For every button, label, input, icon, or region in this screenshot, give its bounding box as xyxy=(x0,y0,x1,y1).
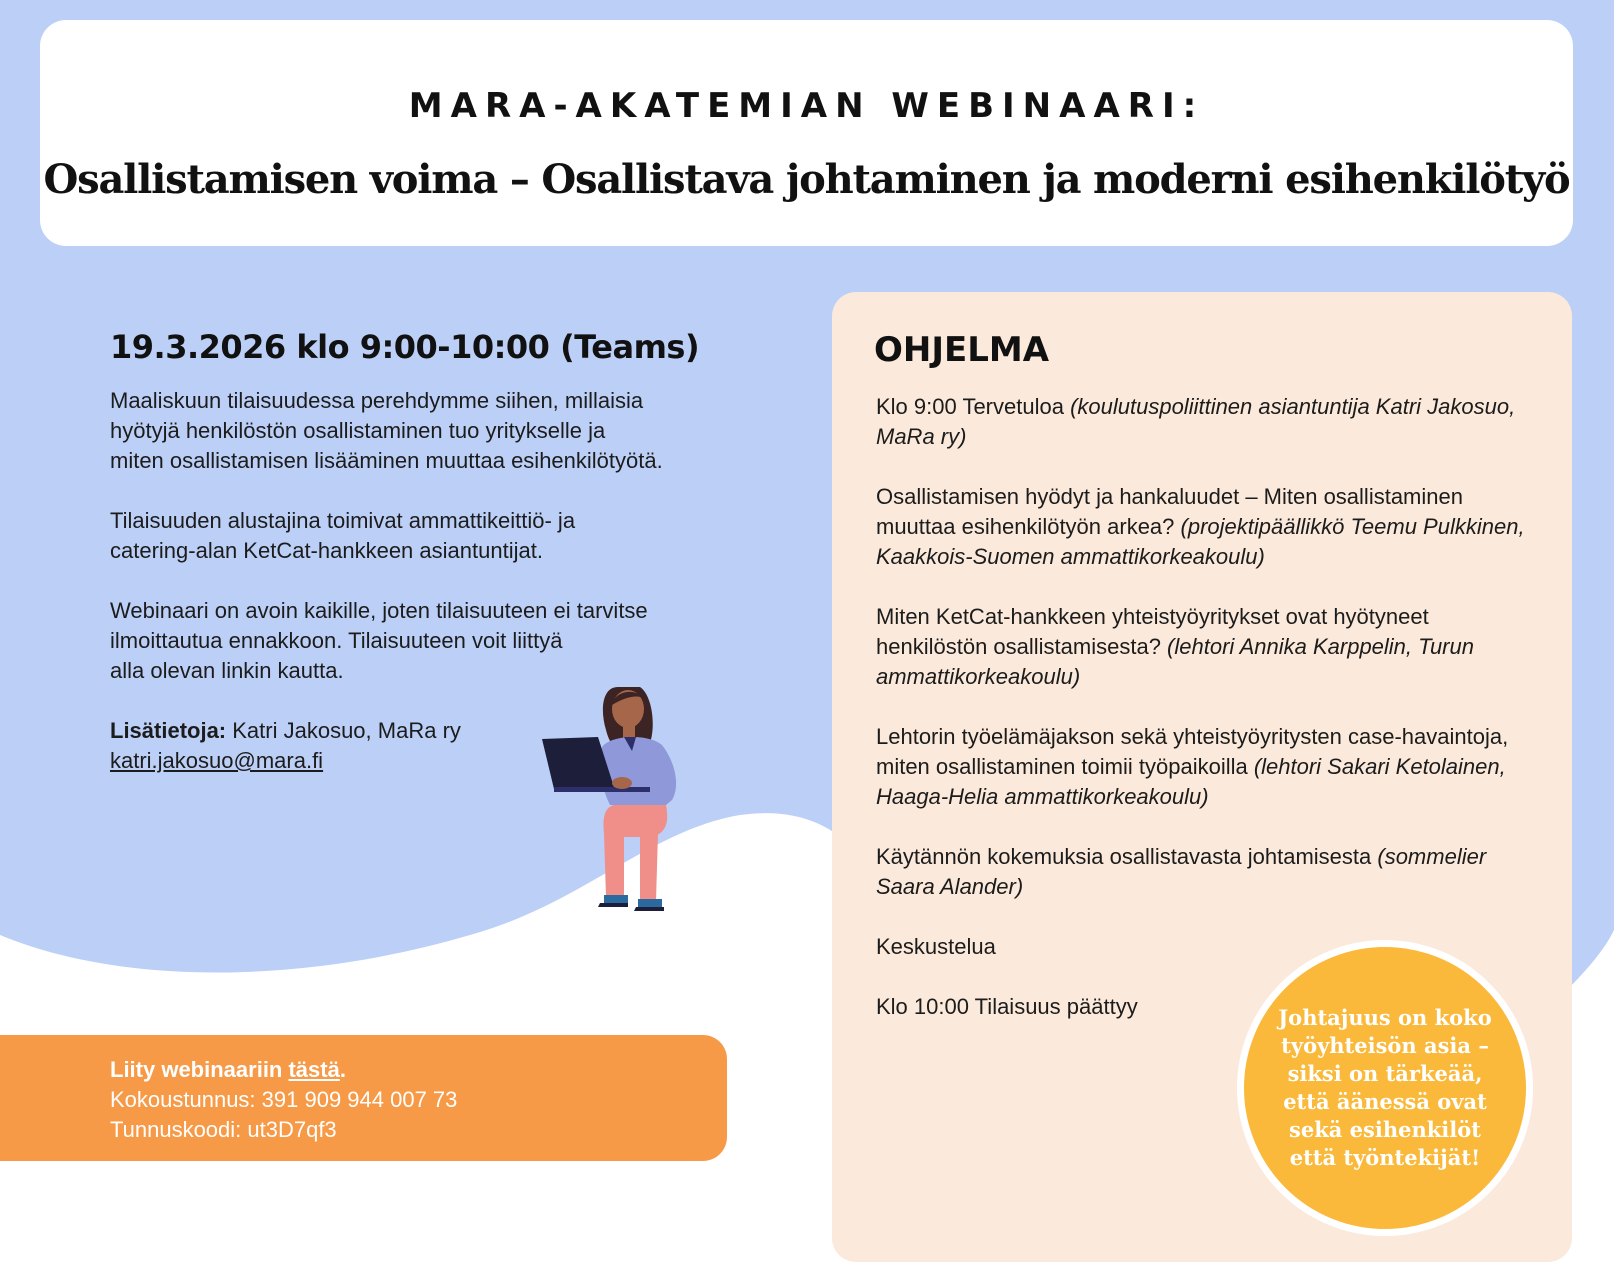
program-item-title: Keskustelua xyxy=(876,934,996,959)
meeting-id: Kokoustunnus: 391 909 944 007 73 xyxy=(110,1087,458,1112)
quote-text: Johtajuus on koko työyhteisön asia – siksi on tärkeää, että äänessä ovat sekä esihenkilöt että työntekijät! xyxy=(1278,1005,1492,1170)
join-info-box xyxy=(0,1035,727,1161)
join-line xyxy=(110,1055,457,1085)
contact-label: Lisätietoja: xyxy=(110,718,227,743)
program-item xyxy=(876,482,1526,572)
open-info-paragraph: Webinaari on avoin kaikille, joten tilaisuuteen ei tarvitse ilmoittautua ennakkoon. Tilaisuuteen voit liittyä alla olevan linkin kautta. xyxy=(110,598,648,683)
contact-email-link[interactable]: katri.jakosuo@mara.fi xyxy=(110,748,324,773)
event-eyebrow: MARA-AKATEMIAN WEBINAARI: xyxy=(408,86,1205,126)
join-info-text xyxy=(110,1055,457,1145)
join-webinar-link[interactable]: tästä xyxy=(288,1057,340,1082)
program-item-title: Lehtorin työelämäjakson sekä yhteistyöyritysten case-havaintoja, miten osallistaminen toimii työpaikoilla xyxy=(876,724,1509,779)
program-item-speaker: (sommelier Saara Alander) xyxy=(876,844,1487,899)
program-item-title: Klo 10:00 Tilaisuus päättyy xyxy=(876,994,1138,1019)
intro-paragraph: Maaliskuun tilaisuudessa perehdymme siihen, millaisia hyötyjä henkilöstön osallistaminen tuo yritykselle ja miten osallistamisen lisääminen muuttaa esihenkilötyötä. xyxy=(110,388,663,473)
program-item-title: Käytännön kokemuksia osallistavasta johtamisesta xyxy=(876,844,1378,869)
program-item xyxy=(876,842,1526,902)
join-dot: . xyxy=(339,1057,346,1082)
program-item-speaker: (projektipäällikkö Teemu Pulkkinen, Kaakkois-Suomen ammattikorkeakoulu) xyxy=(876,514,1525,569)
program-item-speaker: (lehtori Sakari Ketolainen, Haaga-Helia ammattikorkeakoulu) xyxy=(876,754,1506,809)
join-text: Liity webinaariin xyxy=(110,1057,289,1082)
contact-name: Katri Jakosuo, MaRa ry xyxy=(226,718,461,743)
program-item-title: Osallistamisen hyödyt ja hankaluudet – Miten osallistaminen muuttaa esihenkilötyön arkea? xyxy=(876,484,1463,539)
program-item xyxy=(876,722,1526,812)
program-item-title: Miten KetCat-hankkeen yhteistyöyritykset ovat hyötyneet henkilöstön osallistamisesta? xyxy=(876,604,1429,659)
person-with-laptop-illustration xyxy=(540,665,720,945)
program-item xyxy=(876,392,1526,452)
header-card xyxy=(40,20,1573,246)
page-title: Osallistamisen voima – Osallistava johtaminen ja moderni esihenkilötyö xyxy=(43,156,1570,203)
program-item-title: Klo 9:00 Tervetuloa xyxy=(876,394,1071,419)
program-heading: OHJELMA xyxy=(874,330,1050,370)
quote-circle xyxy=(1237,940,1533,1236)
speakers-paragraph: Tilaisuuden alustajina toimivat ammattikeittiö- ja catering-alan KetCat-hankkeen asiantuntijat. xyxy=(110,508,576,563)
event-date-heading: 19.3.2026 klo 9:00-10:00 (Teams) xyxy=(110,328,700,366)
program-item xyxy=(876,602,1526,692)
program-item-speaker: (koulutuspoliittinen asiantuntija Katri Jakosuo, MaRa ry) xyxy=(876,394,1516,449)
passcode: Tunnuskoodi: ut3D7qf3 xyxy=(110,1117,337,1142)
program-item-speaker: (lehtori Annika Karppelin, Turun ammattikorkeakoulu) xyxy=(876,634,1474,689)
